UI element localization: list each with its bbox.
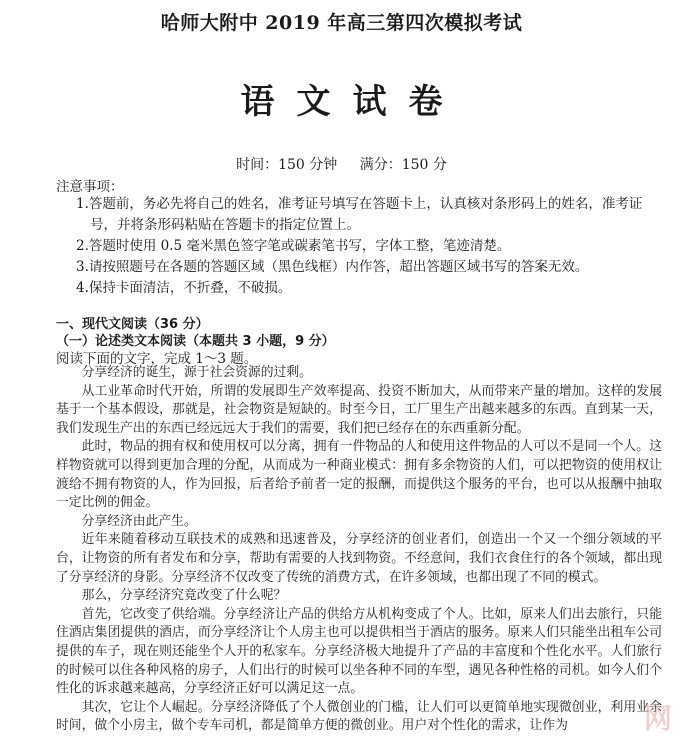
reading-instruction: 阅读下面的文字，完成 1～3 题。 (56, 351, 258, 367)
reading-passage (56, 364, 662, 736)
note-item: 1.答题前，务必先将自己的姓名，准考证号填写在答题卡上，认真核对条形码上的姓名，准考证号，并将条形码粘贴在答题卡的指定位置上。 (76, 196, 643, 233)
passage-paragraph: 近年来随着移动互联技术的成熟和迅速普及，分享经济的创业者们，创造出一个又一个细分领域的平台，让物资的所有者发布和分享，帮助有需要的人找到物资。不经意间，我们衣食住行的各个领域，都出现了分享经济的身影。分享经济不仅改变了传统的消费方式，在许多领域，也都出现了不同的模式。 (56, 532, 662, 585)
exam-score: 满分：150 分 (359, 157, 447, 173)
passage-paragraph: 分享经济的诞生，源于社会资源的过剩。 (81, 365, 312, 380)
passage-paragraph: 那么，分享经济究竟改变了什么呢？ (81, 588, 287, 604)
school-title: 哈师大附中 2019 年高三第四次模拟考试 (160, 12, 523, 34)
watermark: 网 (643, 702, 673, 735)
exam-meta (0, 154, 683, 174)
notes-list (56, 194, 662, 299)
note-item: 3.请按照题号在各题的答题区域（黑色线框）内作答，超出答题区域书写的答案无效。 (76, 259, 589, 275)
passage-paragraph: 首先，它改变了供给端。分享经济让产品的供给方从机构变成了个人。比如，原来人们出去旅行，只能住酒店集团提供的酒店，而分享经济让个人房主也可以提供相当于酒店的服务。原来人们只能坐出租车公司提供的车子，现在则还能坐个人开的私家车。分享经济极大地提升了产品的丰富度和个性化水平。人们旅行的时候可以住各种风格的房子，人们出行的时候可以坐各种不同的车型，遇见各种性格的司机。如今人们个性化的诉求越来越高，分享经济正好可以满足这一点。 (56, 606, 662, 697)
passage-paragraph: 其次，它让个人崛起。分享经济降低了个人微创业的门槛，让人们可以更简单地实现微创业，利用业余时间，做个小房主，做个专车司机，都是简单方便的微创业。用户对个性化的需求，让作为 (56, 699, 662, 734)
passage-paragraph: 此时，物品的拥有权和使用权可以分离，拥有一件物品的人和使用这件物品的人可以不是同一个人。这样物资就可以得到更加合理的分配，从而成为一种商业模式：拥有多余物资的人们，可以把物资的使用权让渡给不拥有物资的人，作为回报，后者给予前者一定的报酬，而提供这个服务的平台，也可以从报酬中抽取一定比例的佣金。 (56, 439, 662, 511)
passage-paragraph: 从工业革命时代开始，所谓的发展即生产效率提高、投资不断加大，从而带来产量的增加。这样的发展基于一个基本假设，那就是，社会物资是短缺的。时至今日，工厂里生产出越来越多的东西。直到某一天，我们发现生产出的东西已经远远大于我们的需要，我们把已经存在的东西重新分配。 (56, 383, 662, 436)
subsection-title: （一）论述类文本阅读（本题共 3 小题，9 分） (56, 334, 335, 349)
notes-heading: 注意事项： (56, 179, 124, 195)
note-item: 2.答题时使用 0.5 毫米黑色签字笔或碳素笔书写，字体工整，笔迹清楚。 (76, 238, 511, 254)
section-title: 一、现代文阅读（36 分） (56, 317, 209, 332)
passage-paragraph: 分享经济由此产生。 (81, 513, 197, 529)
exam-title: 语文试卷 (240, 82, 465, 122)
exam-time: 时间：150 分钟 (236, 157, 338, 173)
note-item: 4.保持卡面清洁，不折叠，不破损。 (76, 280, 292, 296)
